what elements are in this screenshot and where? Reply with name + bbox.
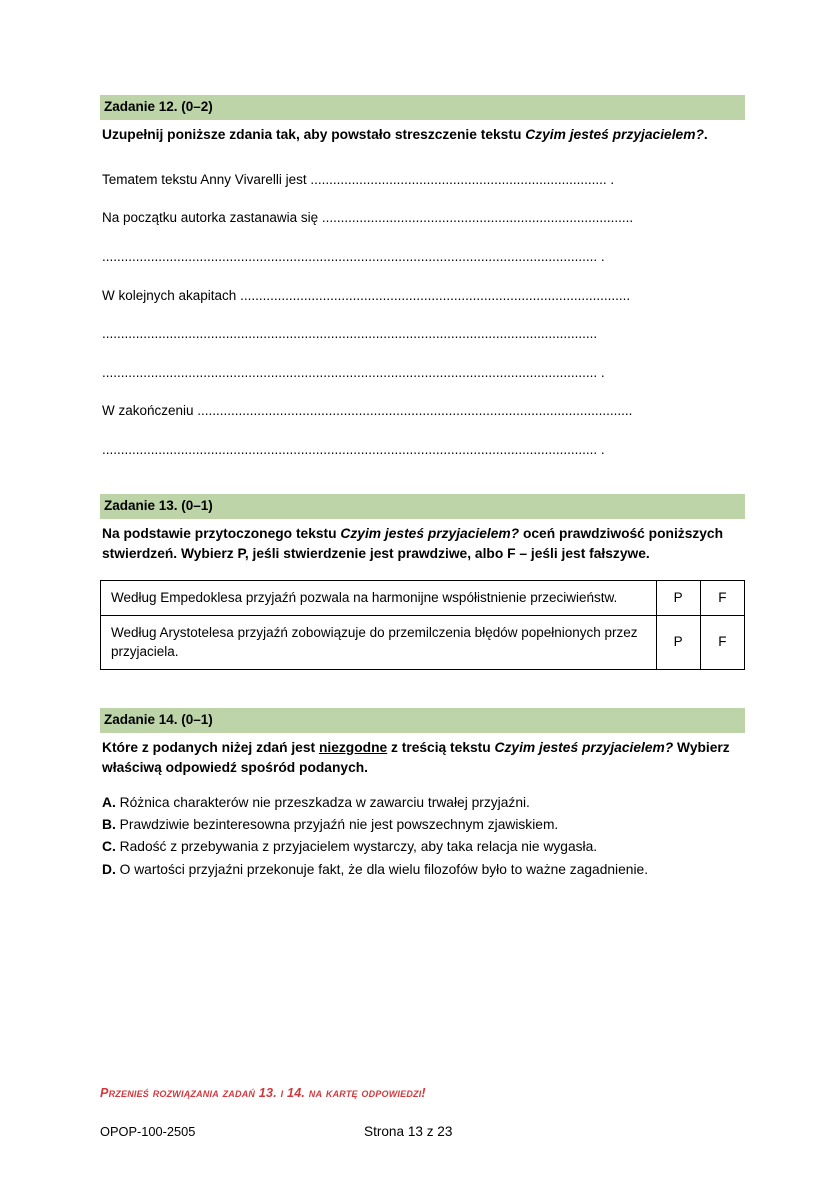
task-12: [100, 95, 745, 458]
option-a[interactable]: [102, 792, 745, 814]
false-option-cell[interactable]: F: [700, 616, 744, 669]
task-14-header: Zadanie 14. (0–1): [100, 708, 745, 733]
answer-line[interactable]: .................................................................................................................................... .: [102, 441, 605, 457]
task-14-instruction-emphasis: niezgodne: [318, 739, 388, 755]
option-c-text: Radość z przebywania z przyjacielem wystarczy, aby taka relacja nie wygasła.: [119, 839, 598, 855]
true-false-table: [100, 580, 745, 670]
false-option-cell[interactable]: F: [700, 581, 744, 616]
answer-options: [100, 792, 745, 881]
task-13-instruction: [100, 524, 745, 564]
table-row: [101, 616, 745, 669]
option-b-text: Prawdziwie bezinteresowna przyjaźń nie jest powszechnym zjawiskiem.: [119, 817, 559, 832]
option-c[interactable]: [102, 836, 745, 858]
table-row: [101, 581, 745, 616]
answer-line[interactable]: .................................................................................................................................... .: [102, 364, 605, 380]
task-13-instruction-text1: Na podstawie przytoczonego tekstu: [102, 526, 341, 542]
task-14-instruction-text2: z treścią tekstu: [387, 739, 495, 755]
task-12-instruction: [100, 125, 745, 145]
option-d[interactable]: [102, 859, 745, 881]
answer-line[interactable]: Tematem tekstu Anny Vivarelli jest ............................................................................... .: [102, 171, 615, 187]
option-d-letter: D.: [102, 861, 116, 877]
task-14-instruction: [100, 738, 745, 778]
answer-line[interactable]: ....................................................................................................................................: [102, 326, 598, 342]
option-a-letter: A.: [102, 794, 116, 810]
task-14-instruction-title: Czyim jesteś przyjacielem?: [494, 739, 674, 755]
option-d-text: O wartości przyjaźni przekonuje fakt, że dla wielu filozofów było to ważne zagadnienie.: [119, 861, 649, 877]
answer-line[interactable]: .................................................................................................................................... .: [102, 248, 605, 264]
task-13-instruction-text2: oceń prawdziwość poniższych stwierdzeń. Wybierz P, jeśli stwierdzenie jest prawdziwe, albo F – jeśli jest fałszywe.: [102, 526, 724, 562]
statement-cell: Według Arystotelesa przyjaźń zobowiązuje do przemilczenia błędów popełnionych przez przyjaciela.: [101, 616, 657, 669]
task-12-instruction-title: Czyim jesteś przyjacielem?: [525, 126, 704, 142]
true-option-cell[interactable]: P: [656, 581, 700, 616]
task-13-header: Zadanie 13. (0–1): [100, 494, 745, 519]
answer-line[interactable]: W zakończeniu ....................................................................................................................: [102, 403, 633, 419]
task-14-instruction-text1: Które z podanych niżej zdań jest: [102, 739, 319, 755]
answer-line[interactable]: Na początku autorka zastanawia się ...................................................................................: [102, 210, 634, 226]
task-14: [100, 708, 745, 881]
task-13: [100, 494, 745, 670]
true-option-cell[interactable]: P: [656, 616, 700, 669]
task-12-instruction-text1: Uzupełnij poniższe zdania tak, aby powstało streszczenie tekstu: [102, 126, 526, 142]
transfer-answers-note: Przenieś rozwiązania zadań 13. i 14. na kartę odpowiedzi!: [100, 1086, 426, 1100]
option-b-letter: B.: [102, 817, 116, 832]
page-content: [100, 95, 745, 881]
option-a-text: Różnica charakterów nie przeszkadza w zawarciu trwałej przyjaźni.: [119, 794, 530, 810]
task-12-instruction-text2: .: [703, 126, 708, 142]
option-b[interactable]: [102, 814, 745, 836]
task-13-instruction-title: Czyim jesteś przyjacielem?: [340, 526, 520, 542]
document-code: OPOP-100-2505: [100, 1124, 196, 1139]
task-14-instruction-text3: Wybierz właściwą odpowiedź spośród podanych.: [102, 739, 730, 775]
page-number: Strona 13 z 23: [364, 1124, 453, 1139]
task-12-header: Zadanie 12. (0–2): [100, 95, 745, 120]
option-c-letter: C.: [102, 839, 116, 855]
statement-cell: Według Empedoklesa przyjaźń pozwala na harmonijne współistnienie przeciwieństw.: [101, 581, 657, 616]
answer-line[interactable]: W kolejnych akapitach ........................................................................................................: [102, 287, 631, 303]
